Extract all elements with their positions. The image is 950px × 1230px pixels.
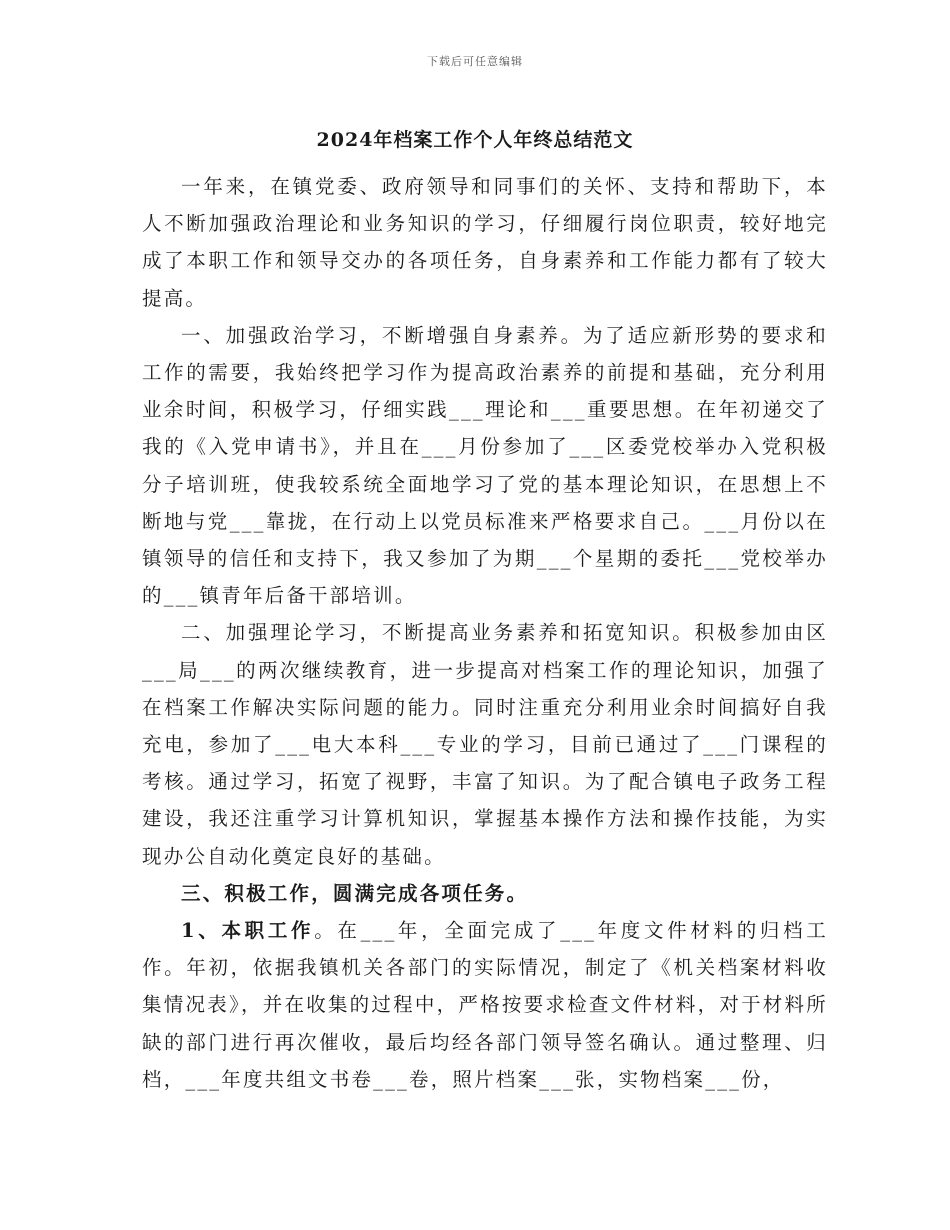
paragraph-section-3-item-1 bbox=[142, 912, 828, 1098]
item-text: 。在___年，全面完成了___年度文件材料的归档工作。年初，依据我镇机关各部门的实际情况，制定了《机关档案材料收集情况表》，并在收集的过程中，严格按要求检查文件材料，对于材料所缺的部门进行再次催收，最后均经各部门领导签名确认。通过整理、归档，___年度共组文书卷___卷，照片档案___张，实物档案___份， bbox=[142, 919, 828, 1091]
document-title: 2024年档案工作个人年终总结范文 bbox=[316, 129, 634, 151]
document-body bbox=[142, 168, 828, 1098]
paragraph-section-1: 一、加强政治学习，不断增强自身素养。为了适应新形势的要求和工作的需要，我始终把学习作为提高政治素养的前提和基础，充分利用业余时间，积极学习，仔细实践___理论和___重要思想。在年初递交了我的《入党申请书》，并且在___月份参加了___区委党校举办入党积极分子培训班，使我较系统全面地学习了党的基本理论知识，在思想上不断地与党___靠拢，在行动上以党员标准来严格要求自己。___月份以在镇领导的信任和支持下，我又参加了为期___个星期的委托___党校举办的___镇青年后备干部培训。 bbox=[142, 323, 828, 608]
paragraph-intro: 一年来，在镇党委、政府领导和同事们的关怀、支持和帮助下，本人不断加强政治理论和业务知识的学习，仔细履行岗位职责，较好地完成了本职工作和领导交办的各项任务，自身素养和工作能力都有了较大提高。 bbox=[142, 175, 828, 310]
paragraph-section-3-heading: 三、积极工作，圆满完成各项任务。 bbox=[181, 881, 529, 905]
paragraph-section-2: 二、加强理论学习，不断提高业务素养和拓宽知识。积极参加由区___局___的两次继续教育，进一步提高对档案工作的理论知识，加强了在档案工作解决实际问题的能力。同时注重充分利用业余时间搞好自我充电，参加了___电大本科___专业的学习，目前已通过了___门课程的考核。通过学习，拓宽了视野，丰富了知识。为了配合镇电子政务工程建设，我还注重学习计算机知识，掌握基本操作方法和操作技能，为实现办公自动化奠定良好的基础。 bbox=[142, 621, 828, 868]
item-lead: 1、本职工作 bbox=[181, 919, 315, 943]
header-note: 下载后可任意编辑 bbox=[427, 55, 523, 68]
